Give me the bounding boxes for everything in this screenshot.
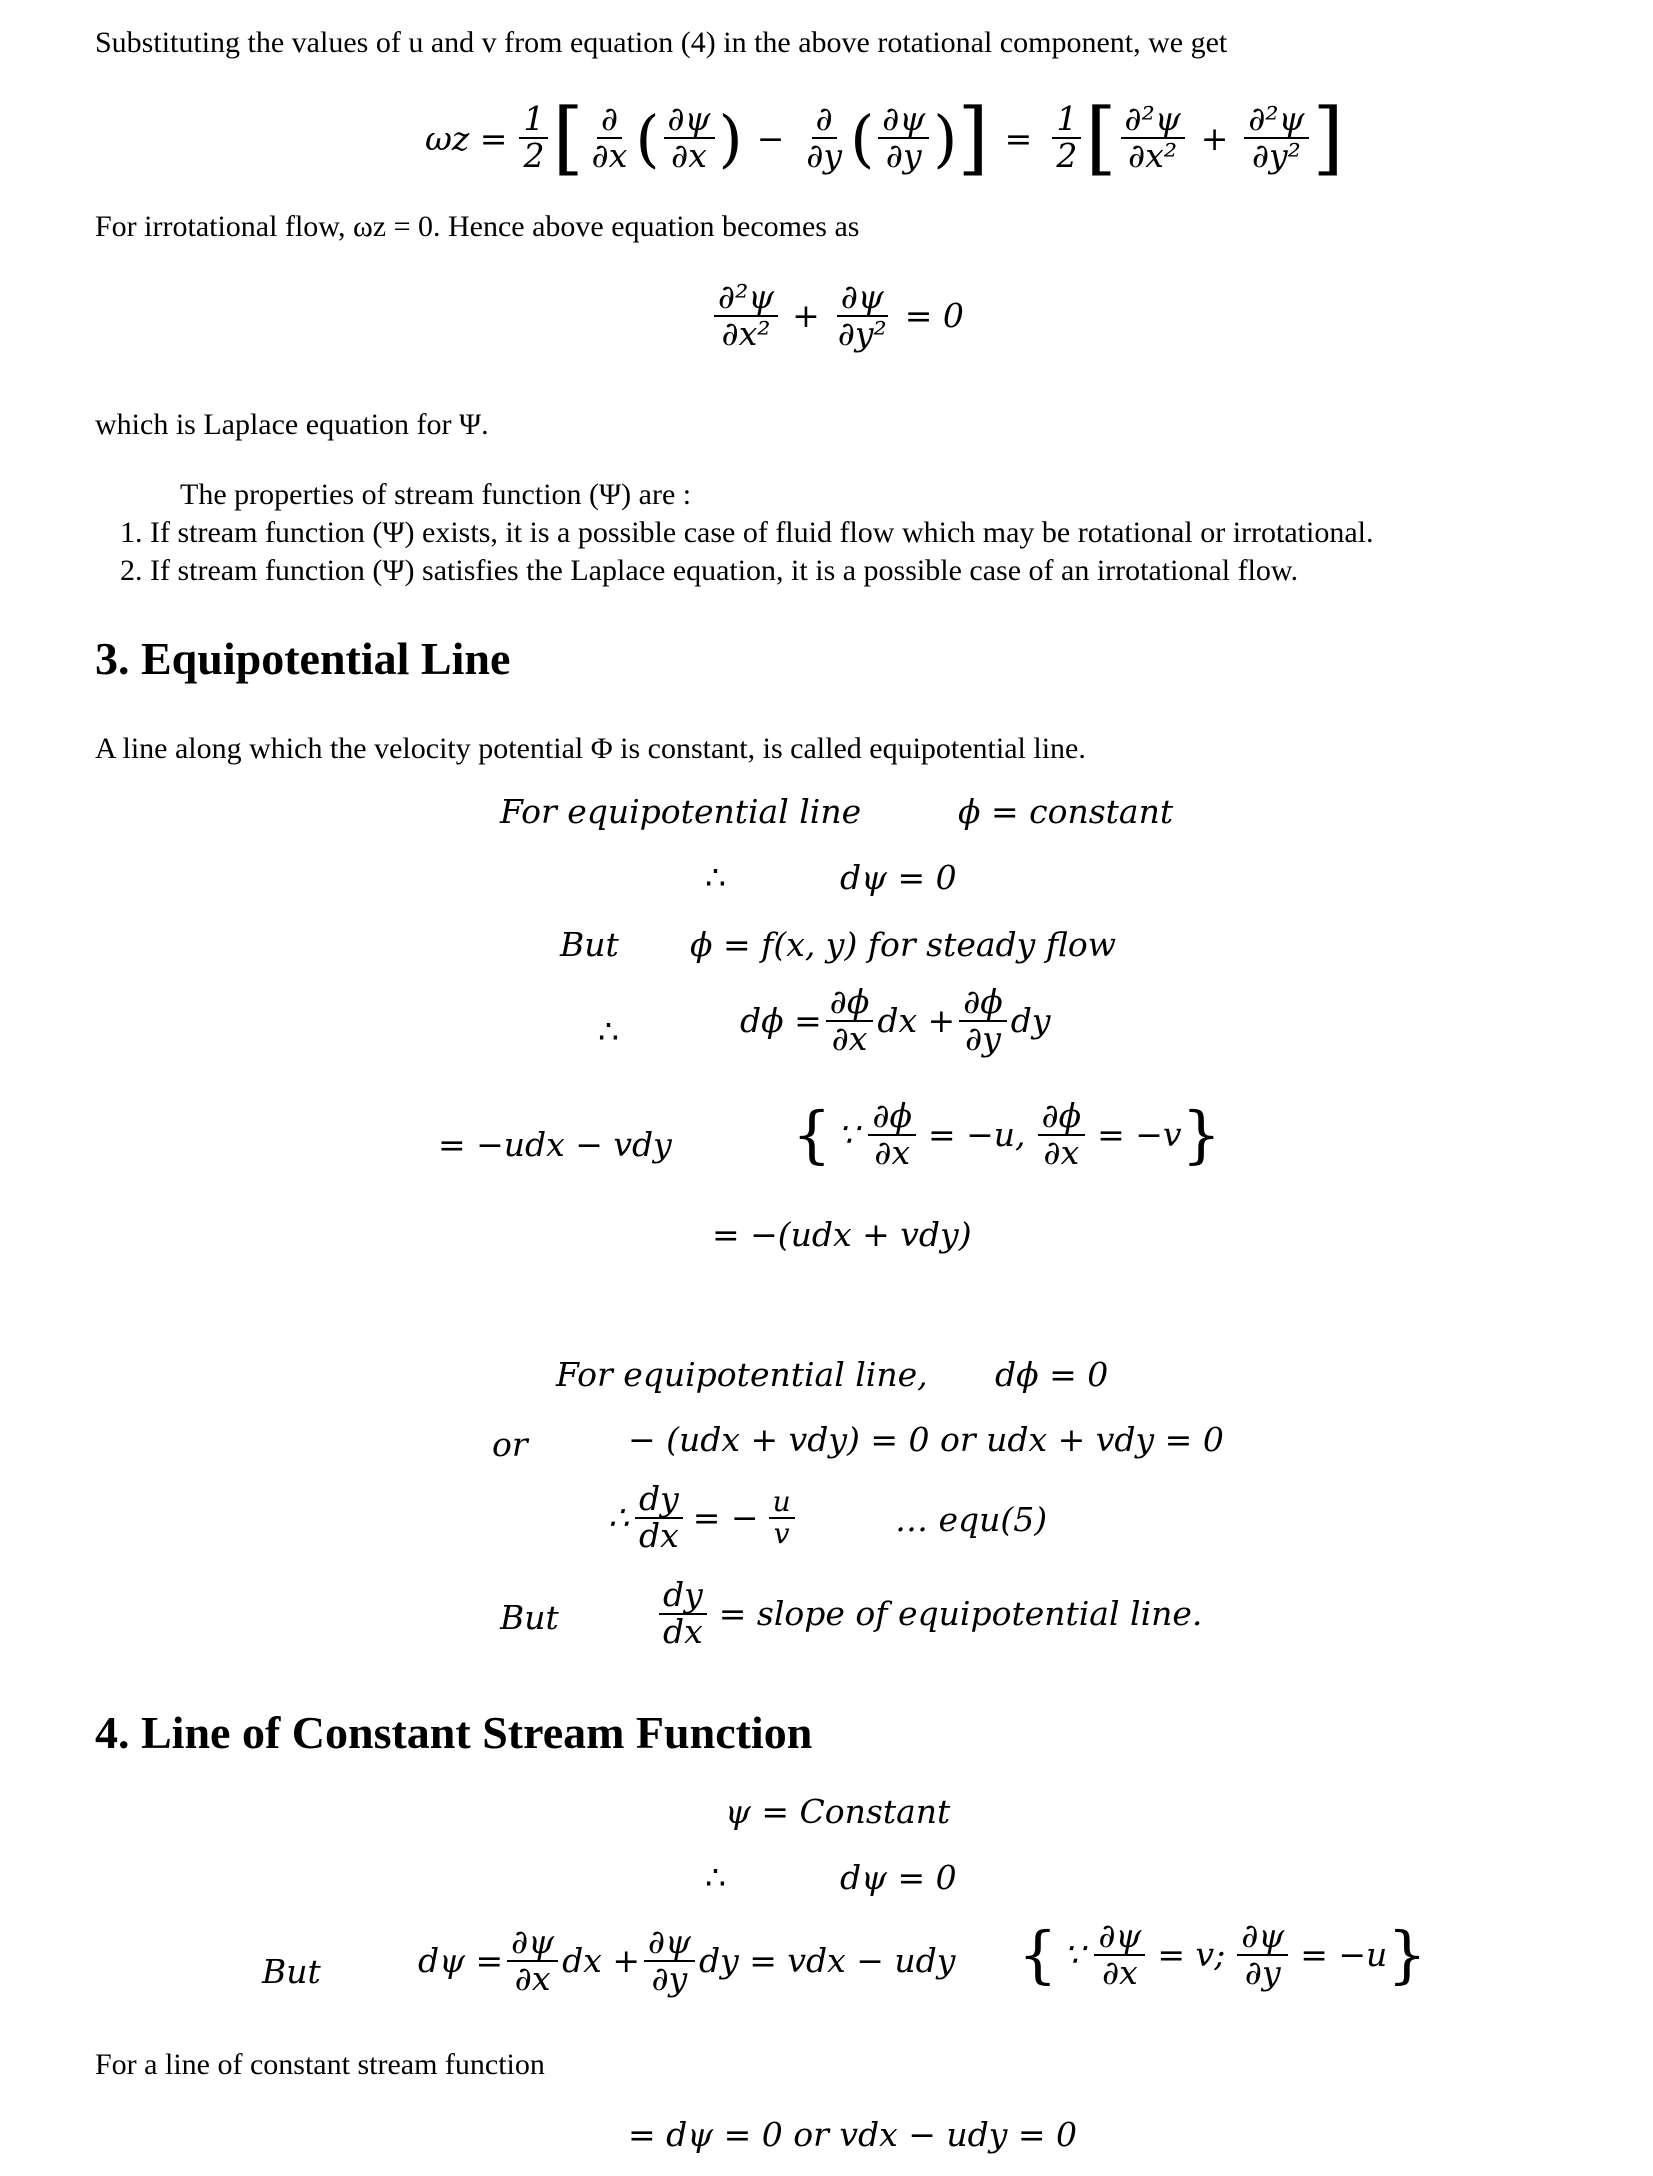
eq-dpsi-total: dψ = $\frac{\partial\psi}{\partial x}$ dx + $\frac{\partial\psi}{\partial y}$ dy = vdx − udy — [418, 1922, 956, 1998]
eq-minus-udx-vdy: = −udx − vdy — [438, 1125, 672, 1164]
section4-heading: 4. Line of Constant Stream Function — [95, 1707, 813, 1758]
eq-dphi-total: dϕ = $\frac{\partial\phi}{\partial x}$ dx + $\frac{\partial\phi}{\partial y}$ dy — [740, 982, 1051, 1058]
properties-list — [98, 514, 1373, 590]
eq-dphi-zero: dϕ = 0 — [995, 1355, 1109, 1394]
eq-label-equipotential: For equipotential line — [500, 792, 862, 831]
section3-definition: A line along which the velocity potential Φ is constant, is called equipotential line. — [95, 732, 1086, 765]
equ5-label: … equ(5) — [895, 1500, 1048, 1539]
therefore-symbol: ∴ — [598, 1012, 619, 1051]
but-label: But — [560, 925, 619, 964]
but-label-2: But — [500, 1598, 559, 1637]
properties-intro: The properties of stream function (Ψ) are : — [180, 478, 692, 511]
eq-final: = dψ = 0 or vdx − udy = 0 — [628, 2115, 1078, 2154]
eq-phi-constant: ϕ = constant — [958, 792, 1174, 831]
therefore-symbol: ∴ — [705, 858, 726, 897]
irrotational-text: For irrotational flow, ωz = 0. Hence above equation becomes as — [95, 210, 860, 243]
eq-udx-vdy-zero: − (udx + vdy) = 0 or udx + vdy = 0 — [628, 1420, 1224, 1459]
laplace-equation: $\frac{\text{∂²ψ}}{\text{∂x²}}$ + $\frac{\partial\psi}{\text{∂y²}}$ = 0 — [710, 280, 964, 351]
omega-equation: ωz = $\frac{1}{2}$ [ $\frac{\partial}{\partial x}$ ( $\frac{\partial\psi}{\partial x}$ ) − $\frac{\partial}{\partial y}$ ( $\frac{\partial\psi}{\partial y}$ ) ] = $\frac{1}{2}$ [ $\frac{\text{∂²ψ}}{\text{∂x²}}$ + $\frac{\text{∂²ψ}}{\text{∂y²}}$ ] — [425, 91, 1344, 184]
eq-phi-function: ϕ = f(x, y) for steady flow — [690, 925, 1116, 964]
property-item-2: 2. If stream function (Ψ) satisfies the Laplace equation, it is a possible case of an irrotational flow. — [150, 552, 1373, 590]
omega-lhs: ωz = — [425, 118, 508, 158]
laplace-text: which is Laplace equation for Ψ. — [95, 408, 489, 441]
but-label-3: But — [262, 1952, 321, 1991]
eq-because-stream: { ∵ $\frac{\partial\psi}{\partial x}$ = v; $\frac{\partial\psi}{\partial y}$ = −u } — [1018, 1915, 1427, 1992]
eq-slope-uv: ∴ $\frac{dy}{dx}$ = − $\frac{u}{v}$ — [608, 1482, 799, 1553]
eq-psi-constant: ψ = Constant — [725, 1792, 951, 1831]
eq-dpsi-zero: dψ = 0 — [840, 858, 957, 897]
intro-text: Substituting the values of u and v from equation (4) in the above rotational component, we get — [95, 26, 1228, 59]
eq-because-partials: { ∵ $\frac{\partial\phi}{\partial x}$ = −u, $\frac{\partial\phi}{\partial x}$ = −v } — [792, 1095, 1222, 1172]
eq-dpsi-zero-2: dψ = 0 — [840, 1858, 957, 1897]
constant-stream-text: For a line of constant stream function — [95, 2048, 545, 2081]
therefore-symbol: ∴ — [705, 1858, 726, 1897]
property-item-1: 1. If stream function (Ψ) exists, it is a possible case of fluid flow which may be rotational or irrotational. — [150, 514, 1373, 552]
section3-heading: 3. Equipotential Line — [95, 633, 511, 684]
eq-slope-equipotential: $\frac{dy}{dx}$ = slope of equipotential line. — [655, 1578, 1202, 1649]
or-label: or — [492, 1425, 528, 1464]
eq-neg-udx-vdy: = −(udx + vdy) — [712, 1215, 972, 1254]
eq-label-equipotential-2: For equipotential line, — [556, 1355, 928, 1394]
